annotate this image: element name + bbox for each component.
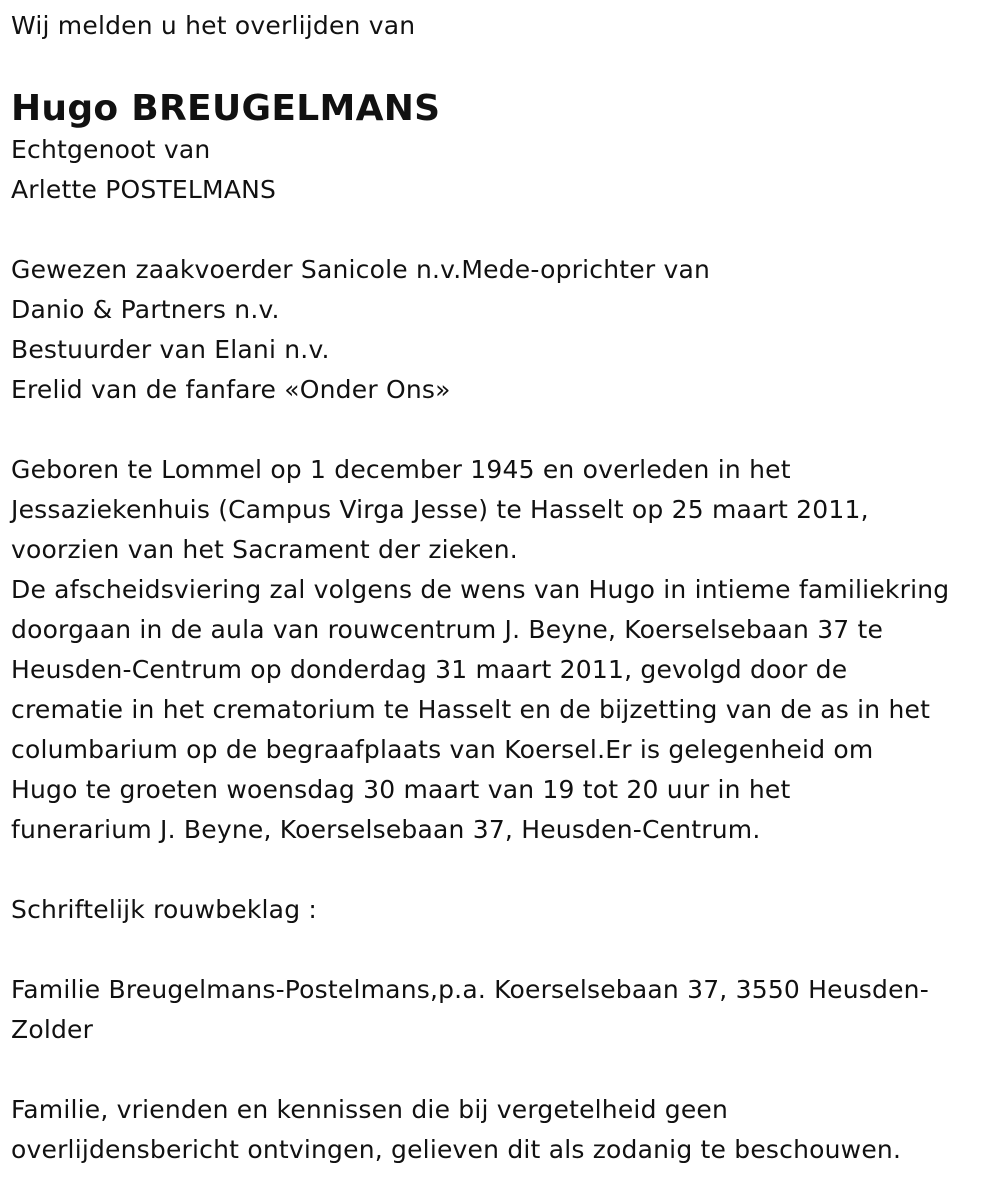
spacer: [11, 410, 996, 450]
relation-line: Arlette POSTELMANS: [11, 175, 277, 204]
relation-line: Echtgenoot van: [11, 135, 211, 164]
functions-block: [11, 250, 996, 410]
function-line: Erelid van de fanfare «Onder Ons»: [11, 375, 451, 404]
condolence-label: Schriftelijk rouwbeklag :: [11, 895, 318, 924]
spacer: [11, 1050, 996, 1090]
function-line: Gewezen zaakvoerder Sanicole n.v.Mede-oprichter van: [11, 255, 711, 284]
spacer: [11, 46, 996, 86]
detail-line: funerarium J. Beyne, Koerselsebaan 37, Heusden-Centrum.: [11, 815, 761, 844]
details-block: [11, 450, 996, 850]
detail-line: voorzien van het Sacrament der zieken.: [11, 535, 518, 564]
closing-block: [11, 1090, 996, 1170]
intro-text: Wij melden u het overlijden van: [11, 11, 416, 40]
spacer: [11, 850, 996, 890]
obituary-document: [11, 6, 996, 1170]
detail-line: De afscheidsviering zal volgens de wens van Hugo in intieme familiekring: [11, 575, 950, 604]
detail-line: columbarium op de begraafplaats van Koersel.Er is gelegenheid om: [11, 735, 874, 764]
address-line: Zolder: [11, 1015, 94, 1044]
spacer: [11, 930, 996, 970]
deceased-name: Hugo BREUGELMANS: [11, 88, 441, 129]
detail-line: crematie in het crematorium te Hasselt en de bijzetting van de as in het: [11, 695, 931, 724]
address-block: [11, 970, 996, 1050]
function-line: Bestuurder van Elani n.v.: [11, 335, 330, 364]
closing-line: Familie, vrienden en kennissen die bij vergetelheid geen: [11, 1095, 729, 1124]
closing-line: overlijdensbericht ontvingen, gelieven dit als zodanig te beschouwen.: [11, 1135, 902, 1164]
spacer: [11, 210, 996, 250]
relation-block: [11, 130, 996, 210]
function-line: Danio & Partners n.v.: [11, 295, 280, 324]
address-line: Familie Breugelmans-Postelmans,p.a. Koerselsebaan 37, 3550 Heusden-: [11, 975, 929, 1004]
detail-line: Geboren te Lommel op 1 december 1945 en overleden in het: [11, 455, 791, 484]
detail-line: Hugo te groeten woensdag 30 maart van 19 tot 20 uur in het: [11, 775, 791, 804]
detail-line: doorgaan in de aula van rouwcentrum J. Beyne, Koerselsebaan 37 te: [11, 615, 884, 644]
detail-line: Heusden-Centrum op donderdag 31 maart 2011, gevolgd door de: [11, 655, 848, 684]
detail-line: Jessaziekenhuis (Campus Virga Jesse) te Hasselt op 25 maart 2011,: [11, 495, 869, 524]
